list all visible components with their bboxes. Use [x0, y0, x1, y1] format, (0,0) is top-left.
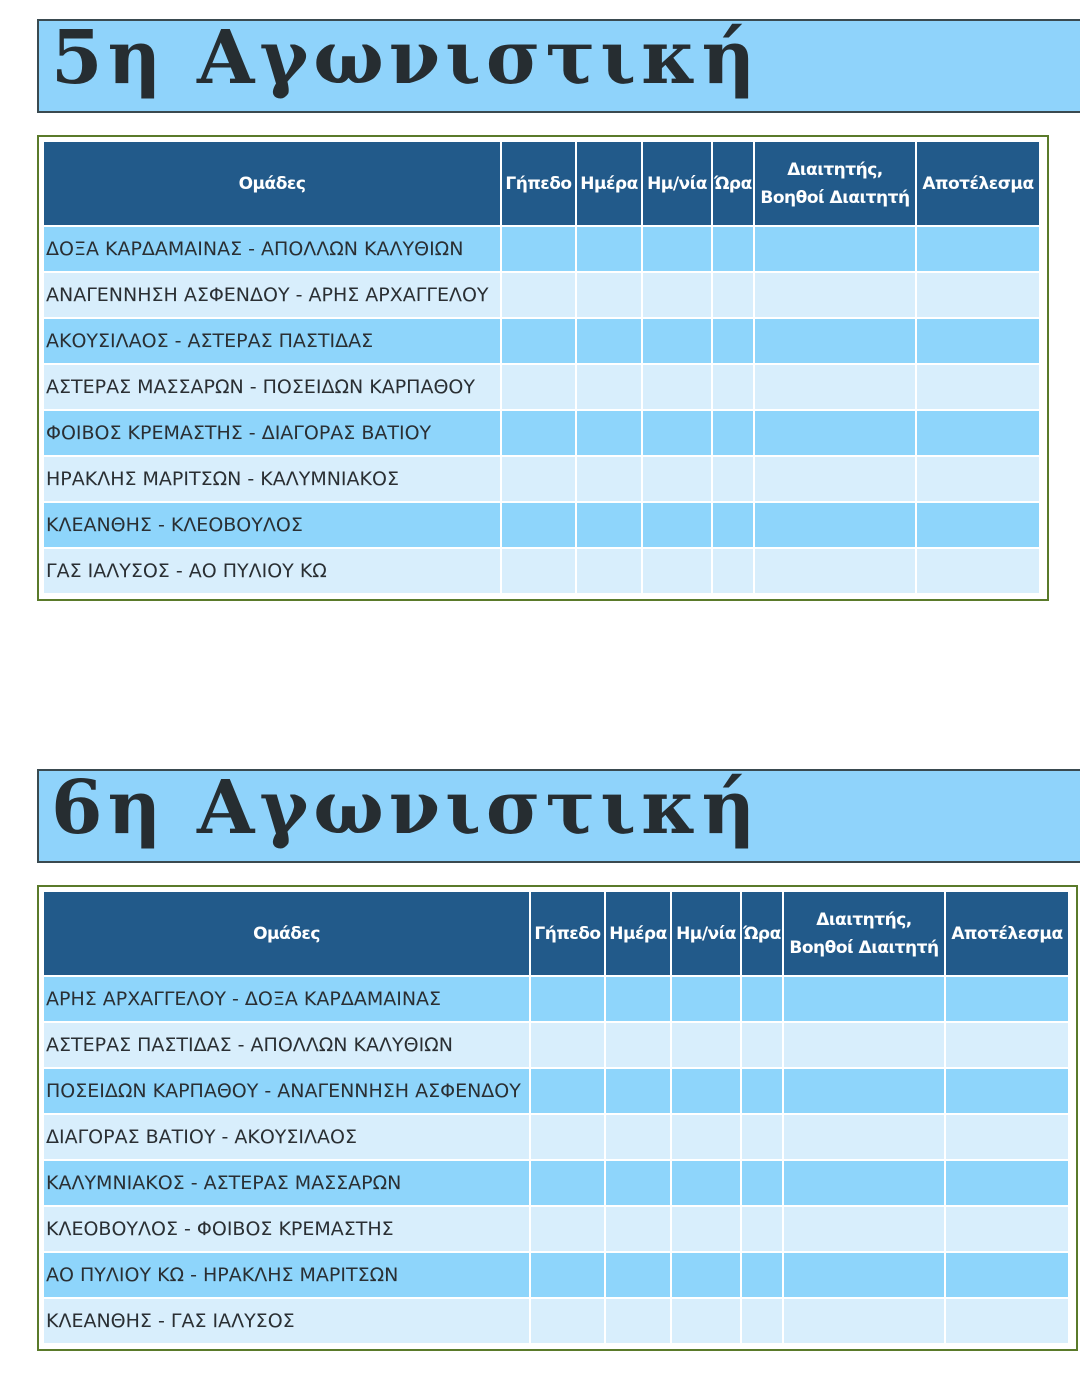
- result-cell: [946, 1115, 1068, 1159]
- table-row: [44, 411, 1039, 455]
- fixtures-table: [42, 140, 1041, 595]
- table-row: [44, 1023, 1068, 1067]
- stadium-cell: [531, 1115, 604, 1159]
- result-cell: [946, 1023, 1068, 1067]
- day-cell: [577, 503, 641, 547]
- stadium-cell: [531, 977, 604, 1021]
- date-cell: [643, 457, 711, 501]
- round-title: 6η Αγωνιστική: [51, 765, 761, 851]
- day-cell: [606, 1069, 670, 1113]
- header-referee-line1: Διαιτητής,: [787, 159, 883, 180]
- date-cell: [643, 273, 711, 317]
- stadium-cell: [502, 411, 575, 455]
- referee-cell: [784, 1253, 944, 1297]
- result-cell: [917, 503, 1039, 547]
- day-cell: [606, 1253, 670, 1297]
- result-cell: [946, 1253, 1068, 1297]
- referee-cell: [784, 977, 944, 1021]
- date-cell: [672, 1023, 740, 1067]
- referee-cell: [784, 1069, 944, 1113]
- header-day: Ημέρα: [577, 142, 641, 225]
- table-row: [44, 457, 1039, 501]
- header-date: Ημ/νία: [672, 892, 740, 975]
- time-cell: [742, 977, 782, 1021]
- result-cell: [917, 319, 1039, 363]
- result-cell: [917, 227, 1039, 271]
- time-cell: [713, 319, 753, 363]
- time-cell: [713, 365, 753, 409]
- result-cell: [917, 549, 1039, 593]
- header-date: Ημ/νία: [643, 142, 711, 225]
- round-title: 5η Αγωνιστική: [51, 15, 761, 101]
- header-teams: Ομάδες: [44, 142, 500, 225]
- stadium-cell: [502, 365, 575, 409]
- stadium-cell: [531, 1253, 604, 1297]
- date-cell: [643, 365, 711, 409]
- referee-cell: [755, 365, 915, 409]
- day-cell: [577, 273, 641, 317]
- table-row: [44, 1299, 1068, 1343]
- fixtures-table-box: [37, 885, 1078, 1351]
- header-result: Αποτέλεσμα: [917, 142, 1039, 225]
- stadium-cell: [502, 273, 575, 317]
- match-teams-cell: ΑΝΑΓΕΝΝΗΣΗ ΑΣΦΕΝΔΟΥ - ΑΡΗΣ ΑΡΧΑΓΓΕΛΟΥ: [44, 273, 500, 317]
- stadium-cell: [531, 1069, 604, 1113]
- stadium-cell: [502, 503, 575, 547]
- header-referee-line2: Βοηθοί Διαιτητή: [789, 937, 939, 958]
- table-row: [44, 319, 1039, 363]
- match-teams-cell: ΑΡΗΣ ΑΡΧΑΓΓΕΛΟΥ - ΔΟΞΑ ΚΑΡΔΑΜΑΙΝΑΣ: [44, 977, 529, 1021]
- stadium-cell: [531, 1161, 604, 1205]
- referee-cell: [784, 1023, 944, 1067]
- date-cell: [643, 549, 711, 593]
- referee-cell: [755, 227, 915, 271]
- time-cell: [713, 457, 753, 501]
- referee-cell: [784, 1299, 944, 1343]
- date-cell: [643, 411, 711, 455]
- round-banner: [37, 765, 1080, 863]
- match-teams-cell: ΚΛΕΑΝΘΗΣ - ΓΑΣ ΙΑΛΥΣΟΣ: [44, 1299, 529, 1343]
- stadium-cell: [531, 1207, 604, 1251]
- date-cell: [672, 1161, 740, 1205]
- date-cell: [672, 1253, 740, 1297]
- day-cell: [577, 549, 641, 593]
- header-day: Ημέρα: [606, 892, 670, 975]
- stadium-cell: [531, 1299, 604, 1343]
- header-referee-line1: Διαιτητής,: [816, 909, 912, 930]
- match-teams-cell: ΑΣΤΕΡΑΣ ΠΑΣΤΙΔΑΣ - ΑΠΟΛΛΩΝ ΚΑΛΥΘΙΩΝ: [44, 1023, 529, 1067]
- header-stadium: Γήπεδο: [531, 892, 604, 975]
- day-cell: [577, 227, 641, 271]
- header-row: [44, 892, 1068, 975]
- time-cell: [713, 411, 753, 455]
- round-banner: [37, 15, 1080, 113]
- header-referee-line2: Βοηθοί Διαιτητή: [760, 187, 910, 208]
- time-cell: [742, 1069, 782, 1113]
- match-teams-cell: ΔΟΞΑ ΚΑΡΔΑΜΑΙΝΑΣ - ΑΠΟΛΛΩΝ ΚΑΛΥΘΙΩΝ: [44, 227, 500, 271]
- result-cell: [946, 1299, 1068, 1343]
- result-cell: [917, 365, 1039, 409]
- referee-cell: [755, 549, 915, 593]
- match-teams-cell: ΑΚΟΥΣΙΛΑΟΣ - ΑΣΤΕΡΑΣ ΠΑΣΤΙΔΑΣ: [44, 319, 500, 363]
- referee-cell: [784, 1207, 944, 1251]
- match-teams-cell: ΓΑΣ ΙΑΛΥΣΟΣ - ΑΟ ΠΥΛΙΟΥ ΚΩ: [44, 549, 500, 593]
- day-cell: [606, 1023, 670, 1067]
- referee-cell: [784, 1115, 944, 1159]
- table-row: [44, 977, 1068, 1021]
- date-cell: [672, 1069, 740, 1113]
- time-cell: [713, 273, 753, 317]
- result-cell: [946, 977, 1068, 1021]
- match-teams-cell: ΠΟΣΕΙΔΩΝ ΚΑΡΠΑΘΟΥ - ΑΝΑΓΕΝΝΗΣΗ ΑΣΦΕΝΔΟΥ: [44, 1069, 529, 1113]
- fixtures-body: [44, 227, 1039, 593]
- table-row: [44, 273, 1039, 317]
- referee-cell: [755, 503, 915, 547]
- day-cell: [606, 1115, 670, 1159]
- date-cell: [643, 319, 711, 363]
- match-teams-cell: ΑΣΤΕΡΑΣ ΜΑΣΣΑΡΩΝ - ΠΟΣΕΙΔΩΝ ΚΑΡΠΑΘΟΥ: [44, 365, 500, 409]
- fixtures-body: [44, 977, 1068, 1343]
- result-cell: [917, 411, 1039, 455]
- time-cell: [713, 503, 753, 547]
- table-row: [44, 1115, 1068, 1159]
- day-cell: [577, 411, 641, 455]
- table-row: [44, 1069, 1068, 1113]
- stadium-cell: [531, 1023, 604, 1067]
- result-cell: [946, 1161, 1068, 1205]
- table-row: [44, 549, 1039, 593]
- table-row: [44, 227, 1039, 271]
- day-cell: [606, 1207, 670, 1251]
- match-teams-cell: ΑΟ ΠΥΛΙΟΥ ΚΩ - ΗΡΑΚΛΗΣ ΜΑΡΙΤΣΩΝ: [44, 1253, 529, 1297]
- match-teams-cell: ΔΙΑΓΟΡΑΣ ΒΑΤΙΟΥ - ΑΚΟΥΣΙΛΑΟΣ: [44, 1115, 529, 1159]
- table-row: [44, 1253, 1068, 1297]
- day-cell: [606, 977, 670, 1021]
- table-row: [44, 365, 1039, 409]
- time-cell: [742, 1299, 782, 1343]
- fixtures-table: [42, 890, 1070, 1345]
- header-teams: Ομάδες: [44, 892, 529, 975]
- time-cell: [742, 1253, 782, 1297]
- date-cell: [643, 503, 711, 547]
- match-teams-cell: ΚΛΕΑΝΘΗΣ - ΚΛΕΟΒΟΥΛΟΣ: [44, 503, 500, 547]
- referee-cell: [755, 411, 915, 455]
- fixtures-table-box: [37, 135, 1049, 601]
- time-cell: [742, 1023, 782, 1067]
- day-cell: [606, 1161, 670, 1205]
- date-cell: [672, 1115, 740, 1159]
- header-referee: [784, 892, 944, 975]
- header-time: Ώρα: [713, 142, 753, 225]
- table-row: [44, 1207, 1068, 1251]
- match-teams-cell: ΦΟΙΒΟΣ ΚΡΕΜΑΣΤΗΣ - ΔΙΑΓΟΡΑΣ ΒΑΤΙΟΥ: [44, 411, 500, 455]
- result-cell: [917, 457, 1039, 501]
- result-cell: [946, 1069, 1068, 1113]
- day-cell: [577, 365, 641, 409]
- header-time: Ώρα: [742, 892, 782, 975]
- result-cell: [946, 1207, 1068, 1251]
- date-cell: [672, 977, 740, 1021]
- referee-cell: [755, 273, 915, 317]
- referee-cell: [755, 457, 915, 501]
- time-cell: [742, 1207, 782, 1251]
- referee-cell: [755, 319, 915, 363]
- time-cell: [713, 227, 753, 271]
- result-cell: [917, 273, 1039, 317]
- header-stadium: Γήπεδο: [502, 142, 575, 225]
- table-row: [44, 1161, 1068, 1205]
- stadium-cell: [502, 319, 575, 363]
- time-cell: [742, 1161, 782, 1205]
- header-row: [44, 142, 1039, 225]
- header-referee: [755, 142, 915, 225]
- match-teams-cell: ΚΛΕΟΒΟΥΛΟΣ - ΦΟΙΒΟΣ ΚΡΕΜΑΣΤΗΣ: [44, 1207, 529, 1251]
- header-result: Αποτέλεσμα: [946, 892, 1068, 975]
- day-cell: [606, 1299, 670, 1343]
- match-teams-cell: ΚΑΛΥΜΝΙΑΚΟΣ - ΑΣΤΕΡΑΣ ΜΑΣΣΑΡΩΝ: [44, 1161, 529, 1205]
- table-row: [44, 503, 1039, 547]
- day-cell: [577, 457, 641, 501]
- match-teams-cell: ΗΡΑΚΛΗΣ ΜΑΡΙΤΣΩΝ - ΚΑΛΥΜΝΙΑΚΟΣ: [44, 457, 500, 501]
- referee-cell: [784, 1161, 944, 1205]
- stadium-cell: [502, 227, 575, 271]
- stadium-cell: [502, 457, 575, 501]
- date-cell: [643, 227, 711, 271]
- day-cell: [577, 319, 641, 363]
- stadium-cell: [502, 549, 575, 593]
- date-cell: [672, 1299, 740, 1343]
- time-cell: [713, 549, 753, 593]
- date-cell: [672, 1207, 740, 1251]
- time-cell: [742, 1115, 782, 1159]
